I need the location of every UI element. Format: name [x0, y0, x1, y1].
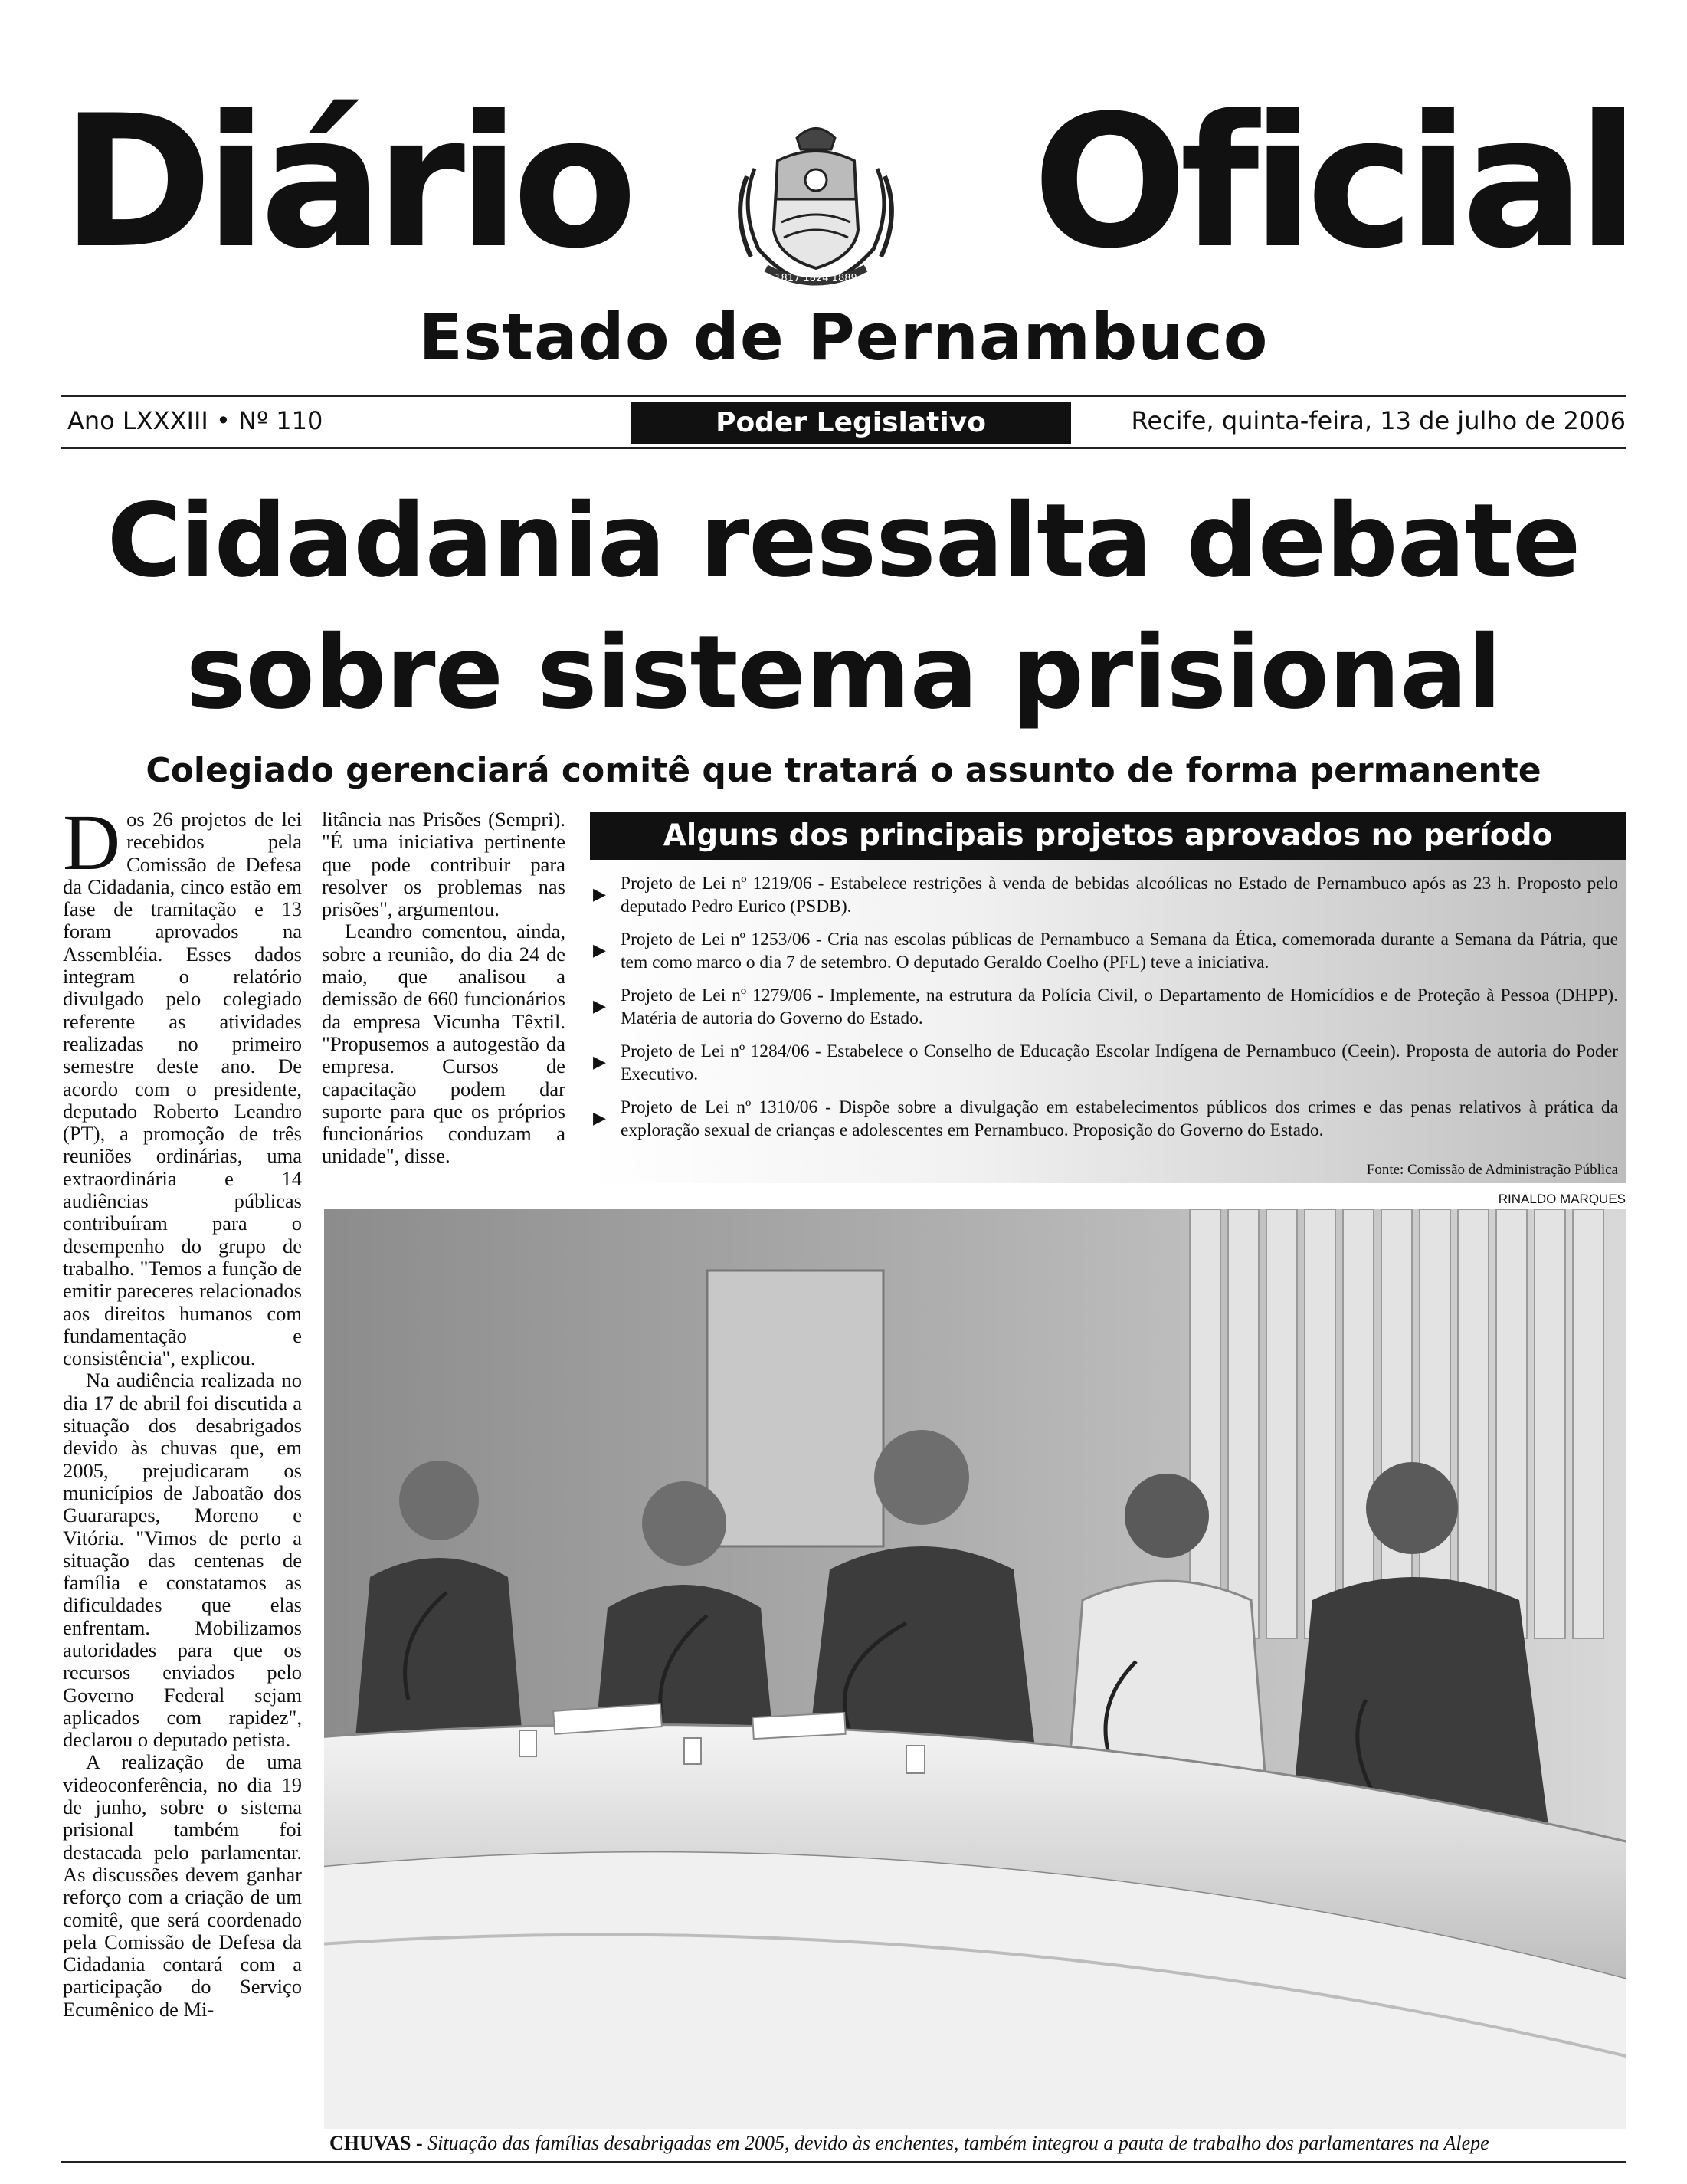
projects-list: [590, 872, 1626, 1152]
kicker-subheadline: Colegiado gerenciará comitê que tratará o assunto de forma permanente: [146, 751, 1541, 790]
seal-banner-text: 1817 1824 1889: [775, 273, 857, 284]
project-text: Projeto de Lei nº 1310/06 - Dispõe sobre a divulgação em estabelecimentos públicos dos crimes e das penas relativos à prática da exploração sexual de crianças e adolescentes em Pernambuco. Proposição do Governo do Estado.: [621, 1097, 1618, 1140]
triangle-right-icon: ▶: [593, 940, 606, 959]
article-paragraph: Leandro comentou, ainda, sobre a reunião, do dia 24 de maio, que analisou a demissão de 660 funcionários da empresa Vicunha Têxtil. "Propusemos a autogestão da empresa. Cursos de capacitação podem dar suporte para que os próprios funcionários conduzam a unidade", disse.: [322, 920, 565, 1168]
masthead-rule-top: [61, 395, 1626, 397]
triangle-right-icon: ▶: [593, 996, 606, 1015]
dateline: Recife, quinta-feira, 13 de julho de 2006: [1131, 406, 1626, 435]
bottom-rule: [61, 2161, 1626, 2163]
news-photo: [324, 1209, 1626, 2129]
state-seal-icon: [724, 115, 908, 299]
list-item: [590, 872, 1626, 918]
article-paragraph: litância nas Prisões (Sempri). "É uma iniciativa pertinente que pode contribuir para resolver os problemas nas prisões", argumentou.: [322, 808, 565, 921]
caption-text: Situação das famílias desabrigadas em 2005, devido às enchentes, também integrou a pauta de trabalho dos parlamentares na Alepe: [427, 2132, 1489, 2154]
masthead-subtitle: Estado de Pernambuco: [418, 300, 1269, 375]
triangle-right-icon: ▶: [593, 1052, 606, 1071]
list-item: [590, 1096, 1626, 1142]
masthead-title-left: Diário: [61, 77, 631, 289]
caption-lead: CHUVAS -: [329, 2132, 423, 2154]
projects-box-title: Alguns dos principais projetos aprovados no período: [590, 812, 1626, 860]
info-bar: [61, 398, 1626, 444]
project-text: Projeto de Lei nº 1219/06 - Estabelece restrições à venda de bebidas alcoólicas no Estado de Pernambuco após as 23 h. Proposto pelo deputado Pedro Eurico (PSDB).: [621, 874, 1618, 917]
issue-number: Ano LXXXIII • Nº 110: [67, 406, 323, 435]
article-paragraph: A realização de uma videoconferência, no dia 19 de junho, sobre o sistema prisional também foi destacada pelo parlamentar. As discussões devem ganhar reforço com a criação de um comitê, que será coordenado pela Comissão de Defesa da Cidadania contará com a participação do Serviço Ecumênico de Mi-: [63, 1750, 302, 2021]
list-item: [590, 928, 1626, 974]
triangle-right-icon: ▶: [593, 884, 606, 903]
project-text: Projeto de Lei nº 1253/06 - Cria nas escolas públicas de Pernambuco a Semana da Ética, comemorada durante a Semana da Pátria, que tem como marco o dia 7 de setembro. O deputado Geraldo Coelho (PFL) teve a iniciativa.: [621, 930, 1618, 972]
masthead-rule-bottom: [61, 447, 1626, 449]
masthead-title-right: Oficial: [1032, 77, 1632, 289]
photo-caption: [329, 2132, 1626, 2155]
list-item: [590, 1040, 1626, 1086]
article-column-1: [63, 808, 302, 2157]
projects-source: Fonte: Comissão de Administração Pública: [1366, 1162, 1618, 1178]
projects-sidebar-box: [590, 812, 1626, 1183]
article-paragraph: [63, 808, 302, 1369]
article-paragraph-text: os 26 projetos de lei recebidos pela Comissão de Defesa da Cidadania, cinco estão em fase de tramitação e 13 foram aprovados na Assembléia. Esses dados integram o relatório divulgado pelo colegiado referente as atividades realizadas no primeiro semestre deste ano. De acordo com o presidente, deputado Roberto Leandro (PT), a promoção de três reuniões ordinárias, uma extraordinária e 14 audiências públicas contribuíram para o desempenho do grupo de trabalho. "Temos a função de emitir pareceres relacionados aos direitos humanos com fundamentação e consistência", explicou.: [63, 808, 302, 1370]
article-column-2: [322, 808, 565, 1192]
list-item: [590, 984, 1626, 1030]
photo-credit: RINALDO MARQUES: [1498, 1192, 1626, 1206]
project-text: Projeto de Lei nº 1284/06 - Estabelece o Conselho de Educação Escolar Indígena de Pernambuco (Ceein). Proposta de autoria do Poder Executivo.: [621, 1041, 1618, 1084]
project-text: Projeto de Lei nº 1279/06 - Implemente, na estrutura da Polícia Civil, o Departamento de Homicídios e de Proteção à Pessoa (DHPP). Matéria de autoria do Governo do Estado.: [621, 985, 1618, 1028]
triangle-right-icon: ▶: [593, 1108, 606, 1127]
section-badge: Poder Legislativo: [631, 402, 1071, 444]
article-paragraph: Na audiência realizada no dia 17 de abril foi discutida a situação dos desabrigados devido às chuvas que, em 2005, prejudicaram os municípios de Jaboatão dos Guararapes, Moreno e Vitória. "Vimos de perto a situação das centenas de família e constatamos as dificuldades que elas enfrentam. Mobilizamos autoridades para que os recursos enviados pelo Governo Federal sejam aplicados com rapidez", declarou o deputado petista.: [63, 1369, 302, 1752]
headline: Cidadania ressalta debate sobre sistema prisional: [106, 482, 1581, 732]
drop-cap: D: [63, 808, 121, 887]
